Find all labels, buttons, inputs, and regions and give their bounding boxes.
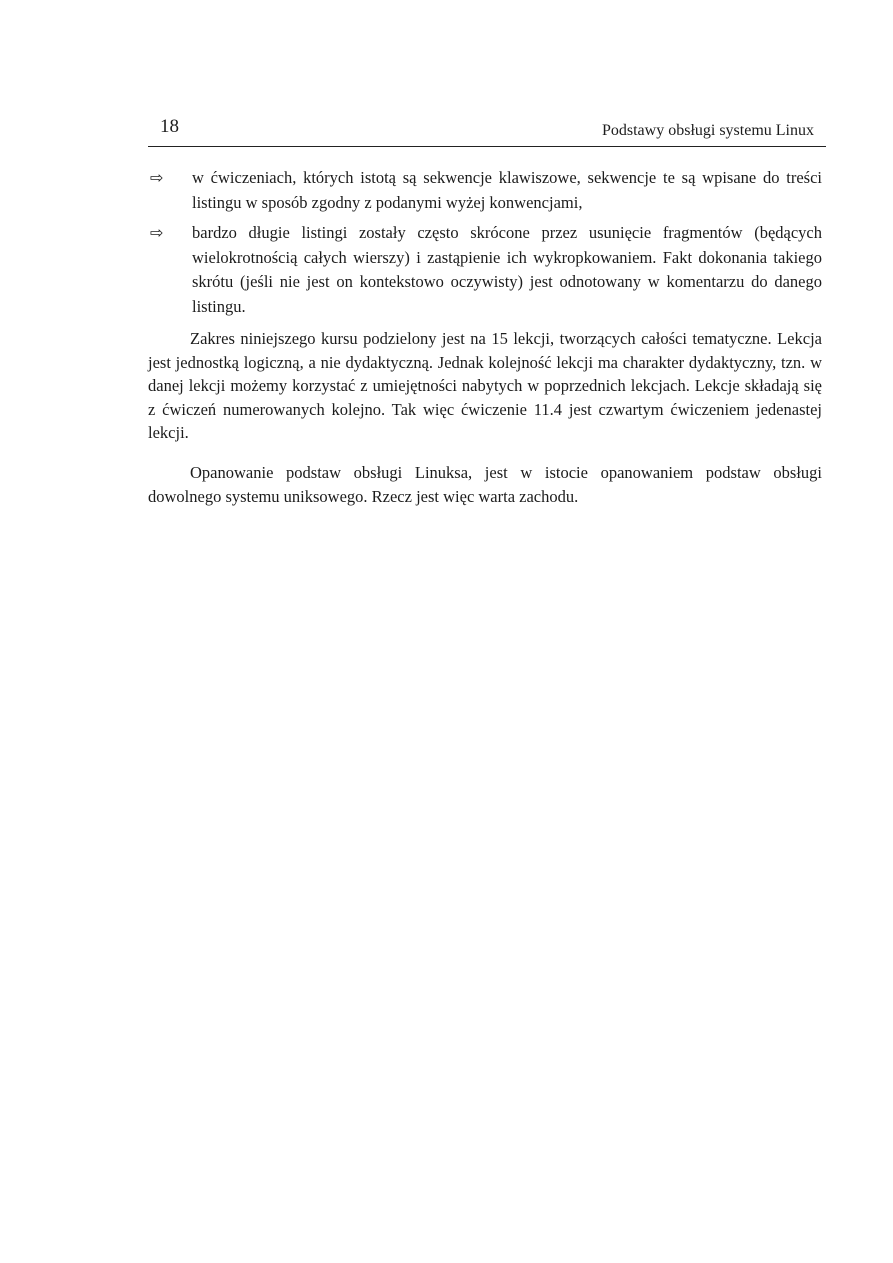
paragraph-conclusion: Opanowanie podstaw obsługi Linuksa, jest w istocie opanowaniem podstaw obsługi dowolnego systemu uniksowego. Rzecz jest więc warta zachodu.: [148, 463, 822, 506]
arrow-bullet-icon: ⇨: [150, 168, 164, 187]
page-number: 18: [160, 116, 179, 137]
bullet-item: [148, 166, 826, 215]
bullet-text: w ćwiczeniach, których istotą są sekwencje klawiszowe, sekwencje te są wpisane do treści listingu w sposób zgodny z podanymi wyżej konwencjami,: [192, 168, 822, 212]
page-header: [148, 116, 826, 147]
bullet-item: [148, 221, 826, 319]
bullet-list: [148, 166, 826, 325]
arrow-bullet-icon: ⇨: [150, 223, 164, 242]
running-title: Podstawy obsługi systemu Linux: [601, 122, 814, 139]
bullet-text: bardzo długie listingi zostały często skrócone przez usunięcie fragmentów (będących wielokrotnością całych wierszy) i zastąpienie ich wykropkowaniem. Fakt dokonania takiego skrótu (jeśli nie jest on kontekstowo oczywisty) jest odnotowany w komentarzu do danego listingu.: [192, 223, 822, 316]
paragraph-course-scope: Zakres niniejszego kursu podzielony jest na 15 lekcji, tworzących całości tematyczne. Lekcja jest jednostką logiczną, a nie dydaktyczną. Jednak kolejność lekcji ma charakter dydaktyczny, tzn. w danej lekcji możemy korzystać z umiejętności nabytych w poprzednich lekcjach. Lekcje składają się z ćwiczeń numerowanych kolejno. Tak więc ćwiczenie 11.4 jest czwartym ćwiczeniem jedenastej lekcji.: [148, 329, 822, 442]
